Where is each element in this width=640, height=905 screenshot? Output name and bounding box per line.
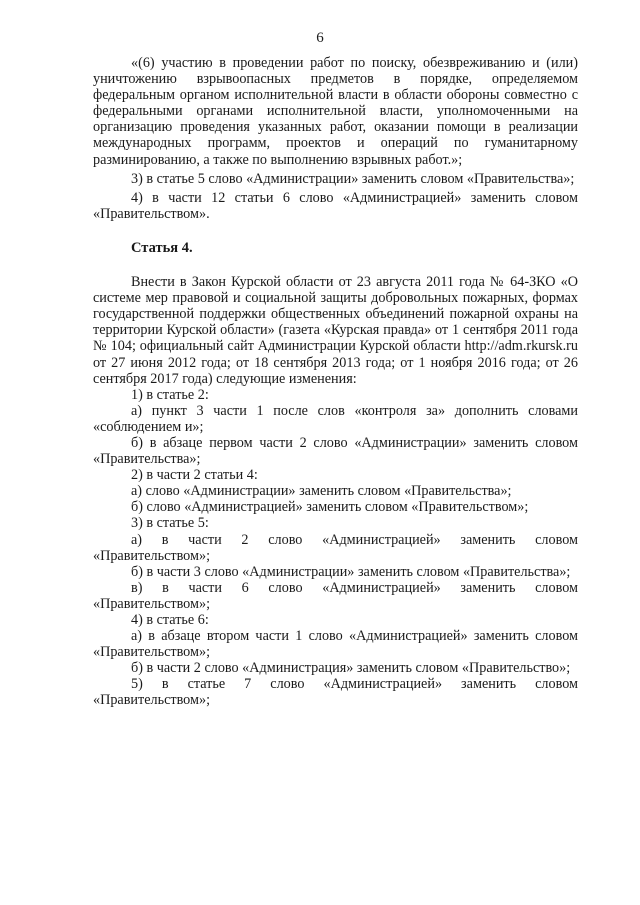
amendment-3v: в) в части 6 слово «Администрацией» заменить словом «Правительством»; <box>93 579 578 612</box>
amendment-2b: б) слово «Администрацией» заменить словом «Правительством»; <box>131 499 529 516</box>
paragraph-item-6: «(6) участию в проведении работ по поиску, обезвреживанию и (или) уничтожению взрывоопасных предметов в порядке, определяемом федеральным органом исполнительной власти в области обороны совместно с федеральными органами исполнительной власти, уполномоченными на организацию проведения указанных работ, оказании помощи в реализации международных программ, проектов и операций по гуманитарному разминированию, а также по выполнению взрывных работ.»; <box>93 55 578 168</box>
paragraph-item-4: 4) в части 12 статьи 6 слово «Администрацией» заменить словом «Правительством». <box>93 189 578 222</box>
article-intro-paragraph: Внести в Закон Курской области от 23 августа 2011 года № 64-ЗКО «О системе мер правовой и социальной защиты добровольных пожарных, формах государственной поддержки общественных объединений пожарной охраны на территории Курской области» (газета «Курская правда» от 1 сентября 2011 года № 104; официальный сайт Администрации Курской области http://adm.rkursk.ru от 27 июня 2012 года; от 18 сентября 2013 года; от 1 ноября 2016 года; от 26 сентября 2017 года) следующие изменения: <box>93 274 578 387</box>
amendment-3: 3) в статье 5: <box>131 515 209 532</box>
amendment-1: 1) в статье 2: <box>131 386 209 403</box>
amendment-4b: б) в части 2 слово «Администрация» заменить словом «Правительство»; <box>131 660 571 677</box>
amendment-4a: а) в абзаце втором части 1 слово «Администрацией» заменить словом «Правительством»; <box>93 628 578 661</box>
amendment-4: 4) в статье 6: <box>131 612 209 628</box>
amendment-1b: б) в абзаце первом части 2 слово «Администрации» заменить словом «Правительства»; <box>93 434 578 468</box>
page-number: 6 <box>316 30 324 46</box>
amendment-3a: а) в части 2 слово «Администрацией» заменить словом «Правительством»; <box>93 531 578 564</box>
paragraph-item-3: 3) в статье 5 слово «Администрации» заменить словом «Правительства»; <box>131 170 575 187</box>
amendment-3b: б) в части 3 слово «Администрации» заменить словом «Правительства»; <box>131 563 571 580</box>
amendment-2a: а) слово «Администрации» заменить словом «Правительства»; <box>131 483 512 500</box>
amendment-2: 2) в части 2 статьи 4: <box>131 467 258 484</box>
amendment-1a: а) пункт 3 части 1 после слов «контроля за» дополнить словами «соблюдением и»; <box>93 402 578 435</box>
amendment-5: 5) в статье 7 слово «Администрацией» заменить словом «Правительством»; <box>93 676 578 709</box>
document-body <box>93 55 578 709</box>
article-heading: Статья 4. <box>131 239 193 256</box>
